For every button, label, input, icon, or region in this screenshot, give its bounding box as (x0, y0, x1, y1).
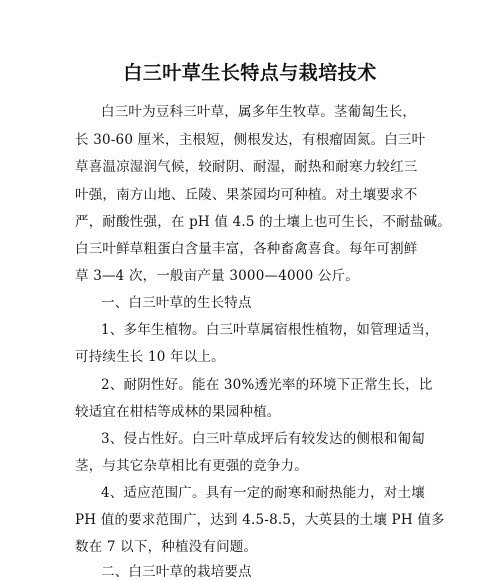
section-heading: 二、白三叶草的栽培要点 (101, 564, 252, 580)
paragraph-line: 4、适应范围广。具有一定的耐寒和耐热能力，对土壤 (101, 485, 425, 501)
paragraph-line: 严，耐酸性强，在 pH 值 4.5 的土壤上也可生长，不耐盐碱。 (75, 214, 451, 230)
paragraph-line: 1、多年生植物。白三叶草属宿根性植物，如管理适当， (101, 322, 439, 338)
paragraph-line: 3、侵占性好。白三叶草成坪后有较发达的侧根和匍匐 (101, 431, 425, 447)
paragraph-line: 数在 7 以下，种植没有问题。 (75, 539, 258, 555)
document-title: 白三叶草生长特点与栽培技术 (123, 62, 377, 84)
paragraph-line: 草喜温凉湿润气候，较耐阴、耐湿，耐热和耐寒力较红三 (75, 159, 418, 175)
paragraph-line: 白三叶鲜草粗蛋白含量丰富，各种畜禽喜食。每年可割鲜 (75, 241, 418, 257)
paragraph-line: PH 值的要求范围广，达到 4.5-8.5，大英县的土壤 PH 值多 (75, 512, 445, 528)
paragraph-line: 草 3—4 次，一般亩产量 3000—4000 公斤。 (75, 268, 359, 284)
paragraph-line: 叶强，南方山地、丘陵、果茶园均可种植。对土壤要求不 (75, 187, 418, 203)
section-heading: 一、白三叶草的生长特点 (101, 295, 252, 311)
paragraph-line: 茎，与其它杂草相比有更强的竞争力。 (75, 458, 308, 474)
paragraph-line: 可持续生长 10 年以上。 (75, 349, 225, 365)
paragraph-line: 白三叶为豆科三叶草，属多年生牧草。茎葡匐生长， (101, 104, 417, 120)
paragraph-line: 2、耐阴性好。能在 30%透光率的环境下正常生长，比 (101, 377, 433, 393)
paragraph-line: 长 30-60 厘米，主根短，侧根发达，有根瘤固氮。白三叶 (75, 132, 426, 148)
paragraph-line: 较适宜在柑桔等成林的果园种植。 (75, 404, 281, 420)
